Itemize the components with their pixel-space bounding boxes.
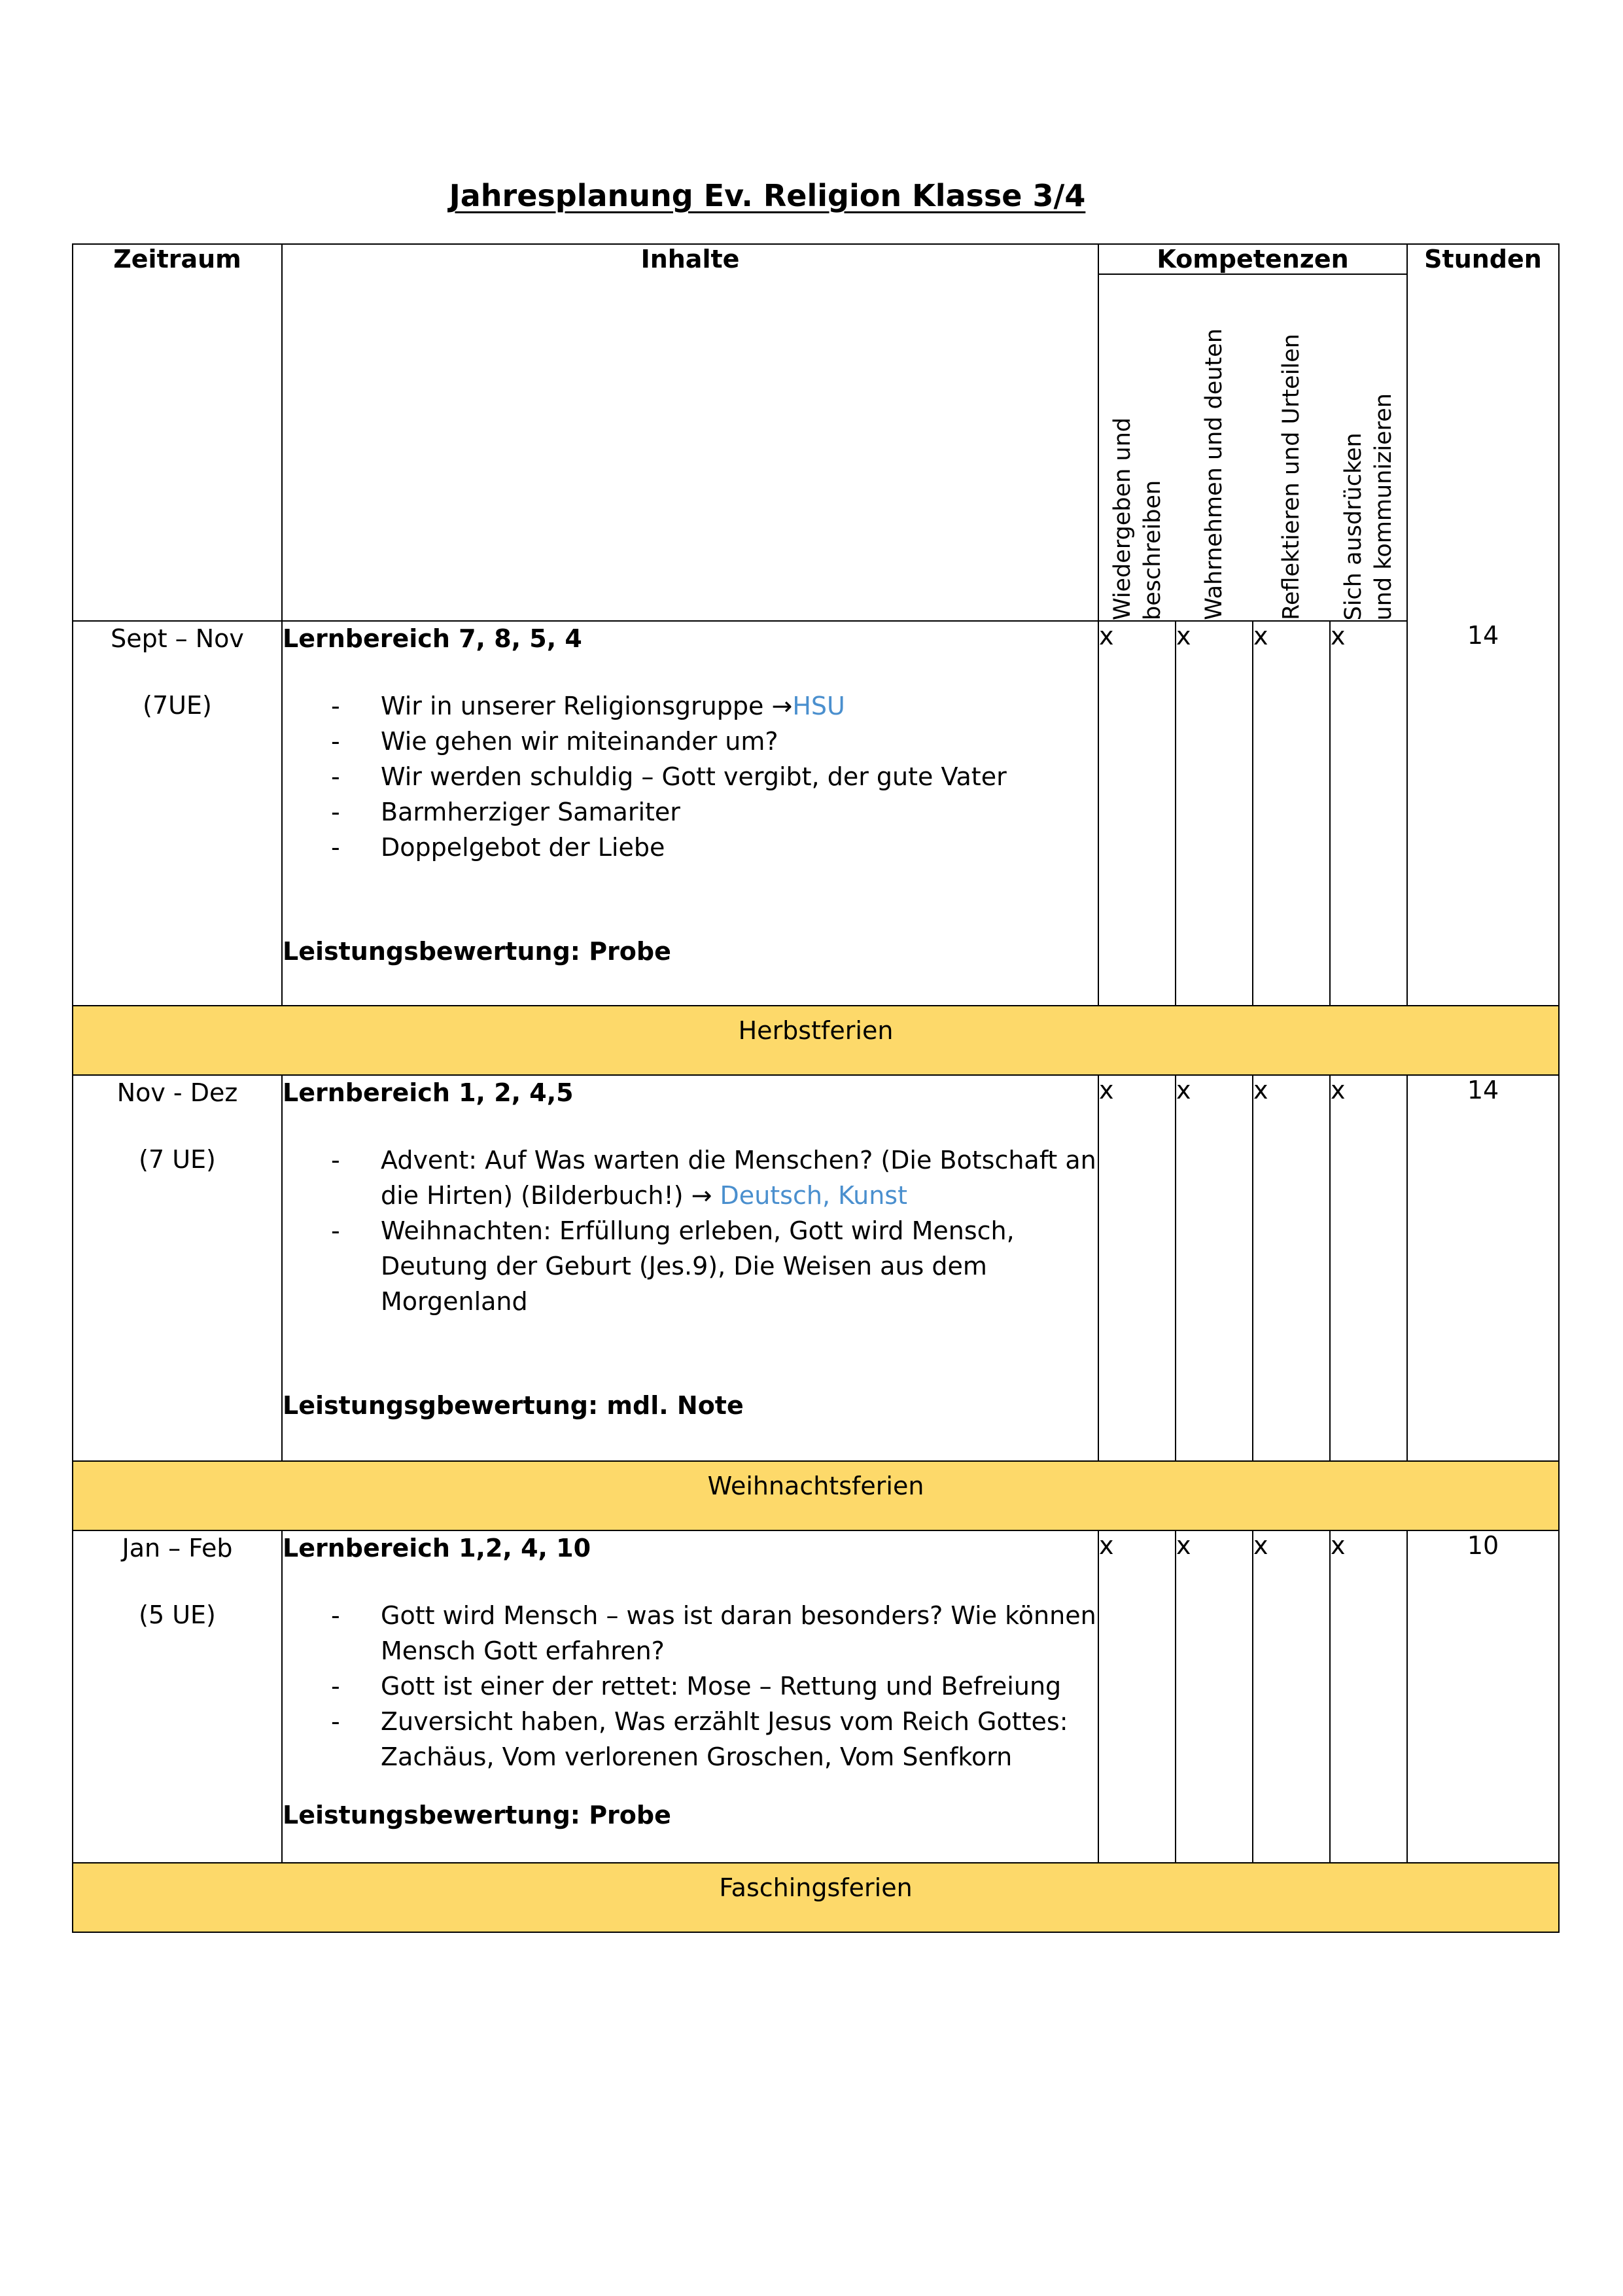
- lernbereich-title: Lernbereich 7, 8, 5, 4: [283, 624, 582, 653]
- stunden-cell: 14: [1407, 1075, 1559, 1461]
- arrow-right-icon: →: [771, 692, 793, 720]
- kompetenz-reflektieren: Reflektieren und Urteilen: [1253, 274, 1330, 621]
- subject-reference: Deutsch, Kunst: [712, 1181, 907, 1210]
- kompetenz-ausdruecken: Sich ausdrücken und kommunizieren: [1330, 274, 1407, 621]
- list-item: - Wir in unserer Religionsgruppe →HSU: [283, 688, 1098, 724]
- list-item: - Weihnachten: Erfüllung erleben, Gott wird Mensch, Deutung der Geburt (Jes.9), Die Weisen aus dem Morgenland: [283, 1213, 1098, 1319]
- list-item: - Advent: Auf Was warten die Menschen? (Die Botschaft an die Hirten) (Bilderbuch!) → Deutsch, Kunst: [283, 1142, 1098, 1213]
- leistungsbewertung: Leistungsbewertung: Probe: [283, 1801, 671, 1829]
- zeitraum-cell: Sept – Nov (7UE): [73, 621, 282, 1006]
- list-item: - Gott ist einer der rettet: Mose – Rettung und Befreiung: [283, 1669, 1098, 1704]
- kompetenz-mark: x: [1098, 1530, 1176, 1863]
- planning-table: [72, 243, 1560, 1933]
- ferien-label: Weihnachtsferien: [73, 1461, 1559, 1530]
- header-stunden: Stunden: [1407, 244, 1559, 621]
- ferien-row: [73, 1461, 1559, 1530]
- kompetenz-mark: x: [1253, 621, 1330, 1006]
- table-row: [73, 1530, 1559, 1863]
- topic-list: [283, 1142, 1098, 1319]
- table-row: [73, 621, 1559, 1006]
- kompetenz-mark: x: [1176, 621, 1253, 1006]
- ferien-row: [73, 1006, 1559, 1075]
- kompetenz-mark: x: [1176, 1530, 1253, 1863]
- ferien-label: Herbstferien: [73, 1006, 1559, 1075]
- document-title: Jahresplanung Ev. Religion Klasse 3/4: [449, 178, 1086, 213]
- stunden-cell: 14: [1407, 621, 1559, 1006]
- kompetenz-mark: x: [1330, 1530, 1407, 1863]
- table-row: [73, 1075, 1559, 1461]
- topic-list: [283, 688, 1098, 865]
- kompetenz-mark: x: [1098, 621, 1176, 1006]
- list-item: - Doppelgebot der Liebe: [283, 830, 1098, 865]
- kompetenz-mark: x: [1176, 1075, 1253, 1461]
- header-zeitraum: Zeitraum: [73, 244, 282, 621]
- inhalte-cell: [282, 621, 1098, 1006]
- kompetenz-mark: x: [1330, 621, 1407, 1006]
- ferien-row: [73, 1863, 1559, 1932]
- lernbereich-title: Lernbereich 1,2, 4, 10: [283, 1534, 591, 1563]
- topic-list: [283, 1598, 1098, 1775]
- arrow-right-icon: →: [691, 1181, 712, 1210]
- list-item: - Zuversicht haben, Was erzählt Jesus vom Reich Gottes: Zachäus, Vom verlorenen Groschen, Vom Senfkorn: [283, 1704, 1098, 1775]
- inhalte-cell: [282, 1530, 1098, 1863]
- list-item: - Wir werden schuldig – Gott vergibt, der gute Vater: [283, 759, 1098, 794]
- zeitraum-cell: Nov - Dez (7 UE): [73, 1075, 282, 1461]
- stunden-cell: 10: [1407, 1530, 1559, 1863]
- list-item: - Barmherziger Samariter: [283, 794, 1098, 830]
- header-kompetenzen: Kompetenzen: [1098, 244, 1407, 274]
- kompetenz-wiedergeben: Wiedergeben und beschreiben: [1098, 274, 1176, 621]
- kompetenz-wahrnehmen: Wahrnehmen und deuten: [1176, 274, 1253, 621]
- subject-reference: HSU: [792, 692, 845, 720]
- ferien-label: Faschingsferien: [73, 1863, 1559, 1932]
- header-inhalte: Inhalte: [282, 244, 1098, 621]
- lernbereich-title: Lernbereich 1, 2, 4,5: [283, 1078, 574, 1107]
- kompetenz-mark: x: [1098, 1075, 1176, 1461]
- zeitraum-cell: Jan – Feb (5 UE): [73, 1530, 282, 1863]
- kompetenz-mark: x: [1253, 1530, 1330, 1863]
- list-item: - Gott wird Mensch – was ist daran besonders? Wie können Mensch Gott erfahren?: [283, 1598, 1098, 1669]
- leistungsbewertung: Leistungsbewertung: Probe: [283, 937, 671, 966]
- kompetenz-mark: x: [1330, 1075, 1407, 1461]
- header-row: [73, 244, 1559, 274]
- leistungsbewertung: Leistungsgbewertung: mdl. Note: [283, 1391, 744, 1420]
- inhalte-cell: [282, 1075, 1098, 1461]
- list-item: - Wie gehen wir miteinander um?: [283, 724, 1098, 759]
- kompetenz-mark: x: [1253, 1075, 1330, 1461]
